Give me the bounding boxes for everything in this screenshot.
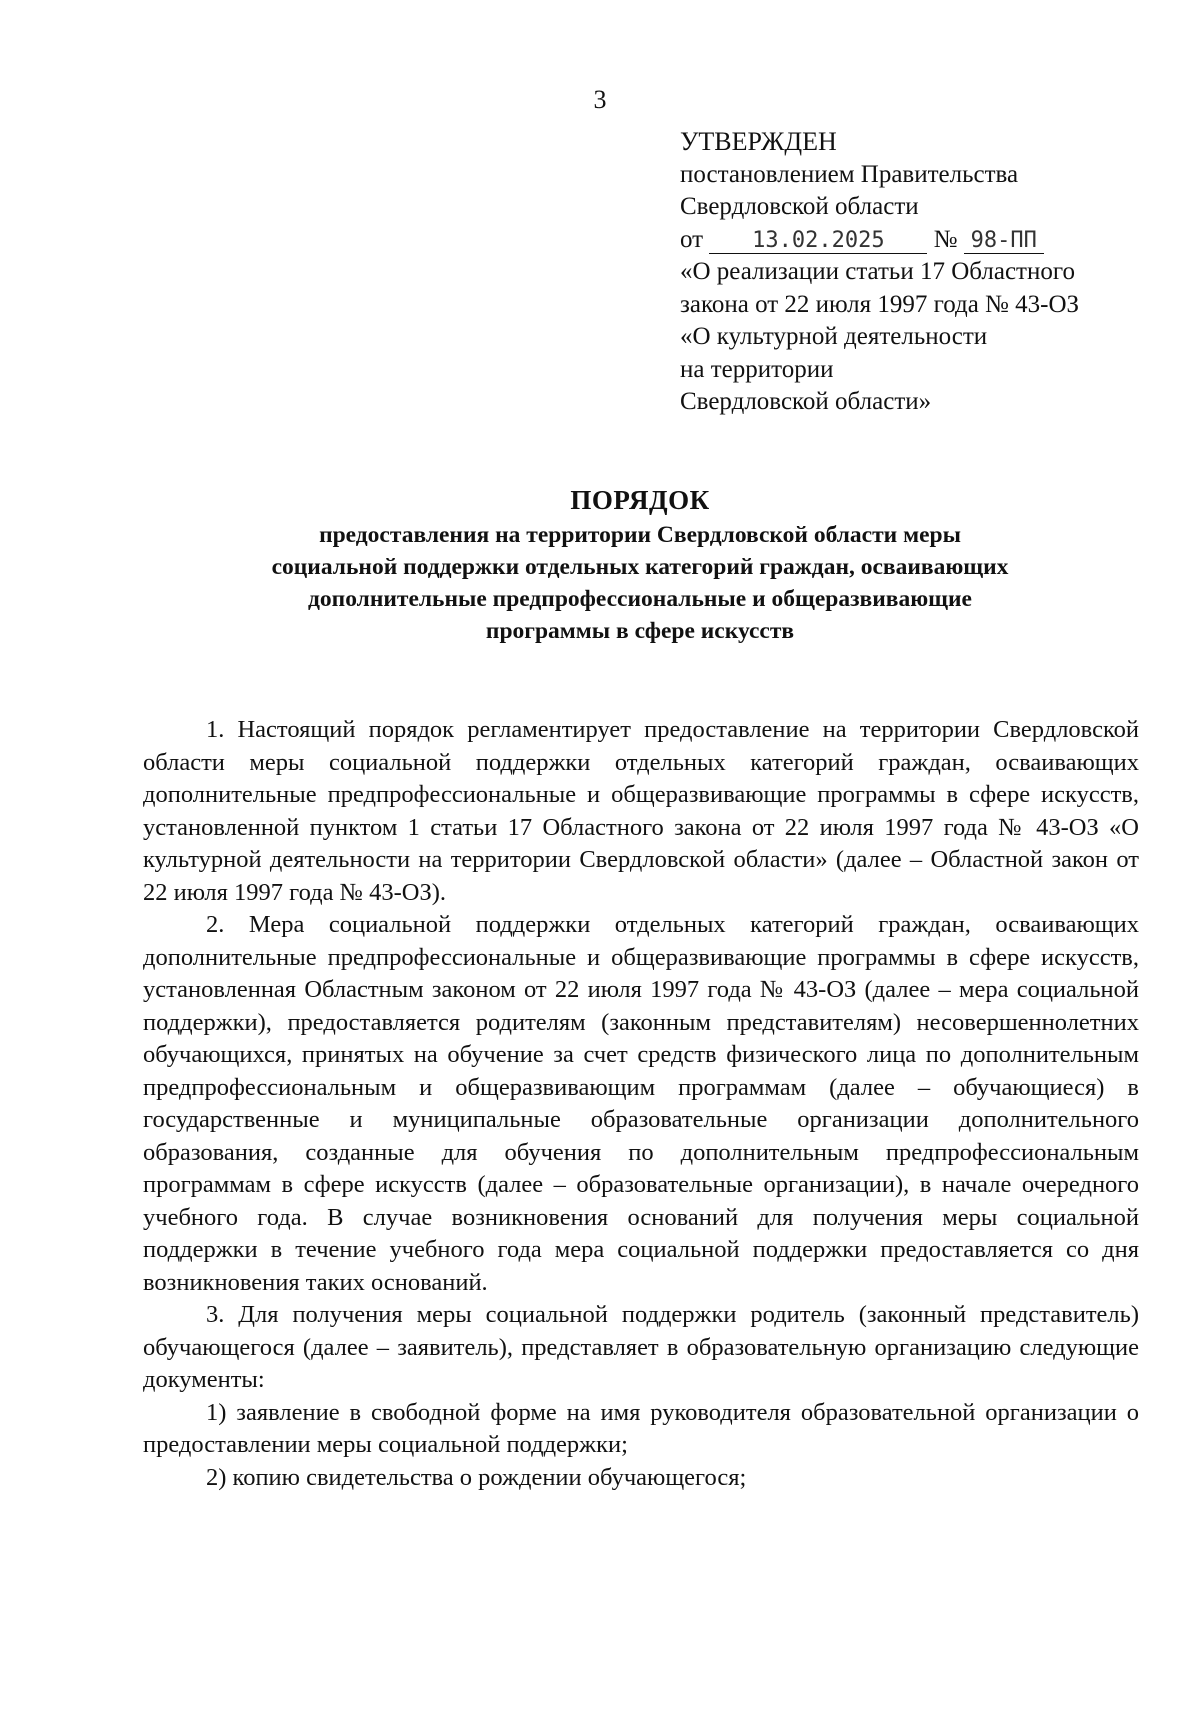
subtitle-line-2: социальной поддержки отдельных категорий граждан, осваивающих (271, 554, 1009, 580)
approval-line-title-4: на территории (680, 355, 834, 383)
paragraph-2: 2. Мера социальной поддержки отдельных категорий граждан, осваивающих дополнительные предпрофессиональные и общеразвивающие программы в сфере искусств, установленная Областным законом от 22 июля 1997 года № 43-ОЗ (далее – мера социальной поддержки), предоставляется родителям (законным представителям) несовершеннолетних обучающихся, принятых на обучение за счет средств физического лица по дополнительным предпрофессиональным и общеразвивающим программам (далее – обучающиеся) в государственные и муниципальные образовательные организации дополнительного образования, созданные для обучения по дополнительным предпрофессиональным программам в сфере искусств (далее – образовательные организации), в начале очередного учебного года. В случае возникновения оснований для получения меры социальной поддержки в течение учебного года мера социальной поддержки предоставляется со дня возникновения таких оснований. (143, 911, 1139, 1296)
number-prefix: № (933, 225, 958, 253)
subtitle-line-1: предоставления на территории Свердловской области меры (319, 522, 961, 548)
approval-line-title-1: «О реализации статьи 17 Областного (680, 258, 1075, 285)
paragraph-3: 3. Для получения меры социальной поддержки родитель (законный представитель) обучающегося (далее – заявитель), представляет в образовательную организацию следующие документы: (143, 1301, 1139, 1393)
subtitle-line-4: программы в сфере искусств (485, 618, 795, 644)
approval-line-resolution: постановлением Правительства (680, 160, 1019, 188)
paragraph-3-item-2: 2) копию свидетельства о рождении обучающегося; (206, 1463, 747, 1491)
approval-block (680, 126, 1150, 419)
number-field: 98-ПП (964, 229, 1044, 254)
approval-line-title-2: закона от 22 июля 1997 года № 43-ОЗ (680, 290, 1080, 318)
title-main: ПОРЯДОК (570, 485, 710, 515)
approval-line-title-5: Свердловской области» (680, 388, 932, 415)
document-title (140, 483, 1140, 647)
title-subtitle (140, 519, 1140, 647)
page-number: 3 (593, 85, 607, 114)
approval-line-title-3: «О культурной деятельности (680, 323, 988, 350)
paragraph-3-item-1: 1) заявление в свободной форме на имя руководителя образовательной организации о предоставлении меры социальной поддержки; (143, 1398, 1139, 1458)
document-body (143, 714, 1139, 1494)
approval-stamp: УТВЕРЖДЕН (680, 127, 837, 156)
date-field: 13.02.2025 (709, 229, 927, 254)
subtitle-line-3: дополнительные предпрофессиональные и общеразвивающие (308, 586, 972, 612)
approval-date-number-line (680, 224, 1150, 257)
paragraph-1: 1. Настоящий порядок регламентирует предоставление на территории Свердловской области меры социальной поддержки отдельных категорий граждан, осваивающих дополнительные предпрофессиональные и общеразвивающие программы в сфере искусств, установленной пунктом 1 статьи 17 Областного закона от 22 июля 1997 года № 43-ОЗ «О культурной деятельности на территории Свердловской области» (далее – Областной закон от 22 июля 1997 года № 43-ОЗ). (143, 716, 1139, 906)
date-prefix: от (680, 225, 704, 253)
approval-line-region: Свердловской области (680, 193, 919, 220)
